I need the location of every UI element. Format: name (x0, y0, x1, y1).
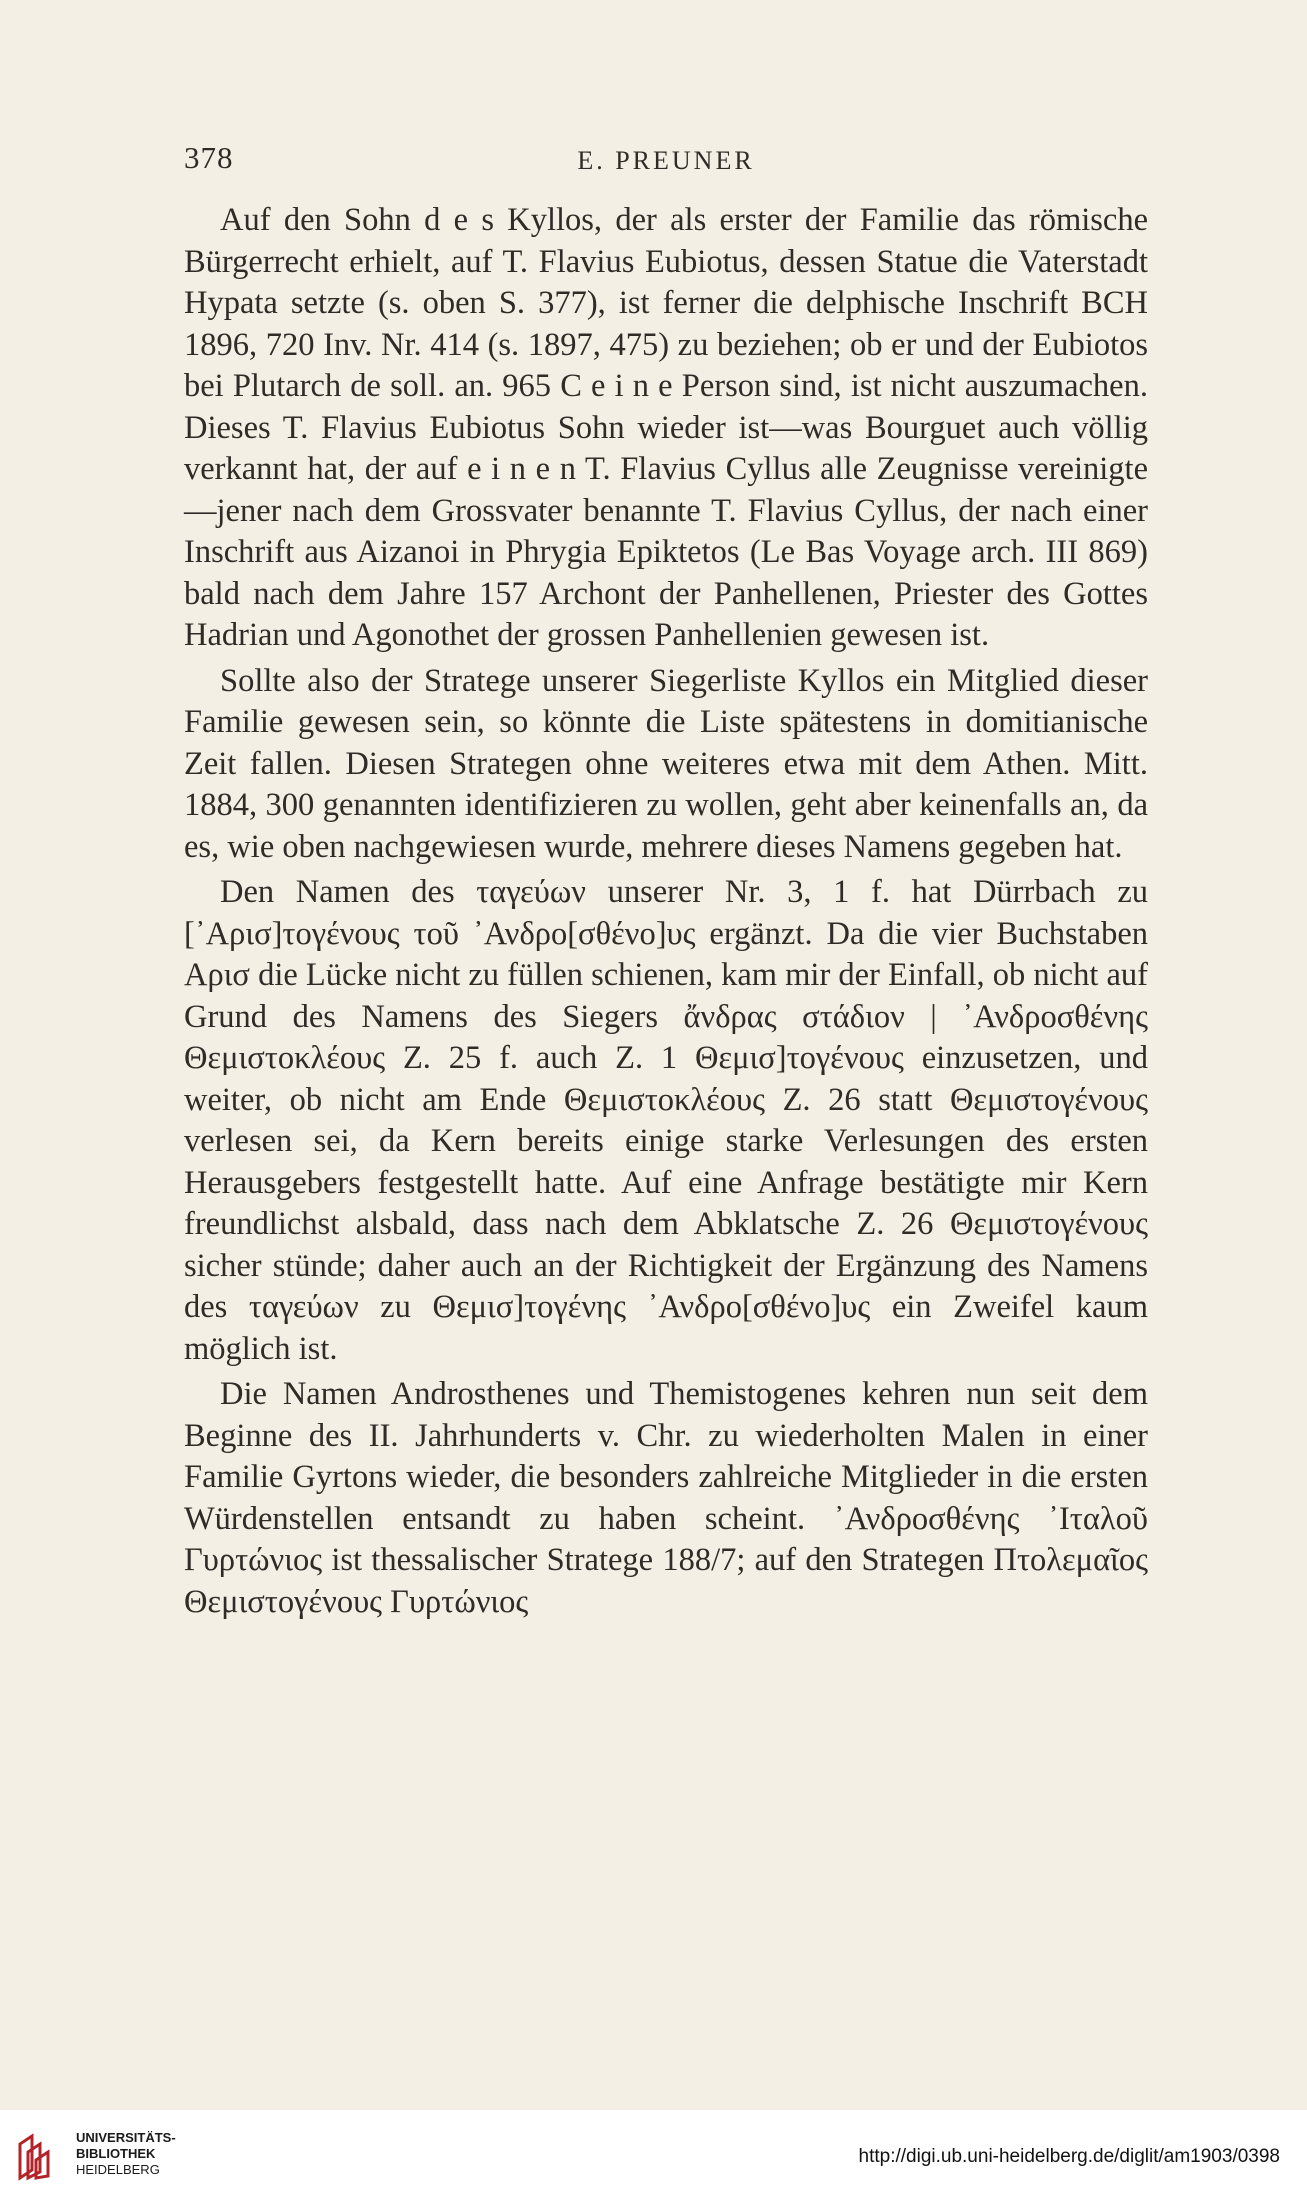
library-name-line-3: HEIDELBERG (76, 2162, 160, 2177)
library-name-line-2: BIBLIOTHEK (76, 2146, 156, 2161)
paragraph-3: Den Namen des ταγεύων unserer Nr. 3, 1 f. hat Dürrbach zu [᾿Αρισ]τογένους τοῦ ᾿Ανδρο[σθένο]υς ergänzt. Da die vier Buchstaben Αρισ die Lücke nicht zu füllen schienen, kam mir der Einfall, ob nicht auf Grund des Namens des Siegers ἄνδρας στάδιον | ᾿Ανδροσθένης Θεμιστοκλέους Z. 25 f. auch Z. 1 Θεμισ]τογένους einzusetzen, und weiter, ob nicht am Ende Θεμιστοκλέους Z. 26 statt Θεμιστογένους verlesen sei, da Kern bereits einige starke Verlesungen des ersten Herausgebers festgestellt hatte. Auf eine Anfrage bestätigte mir Kern freundlichst alsbald, dass nach dem Abklatsche Z. 26 Θεμιστογένους sicher stünde; daher auch an der Richtigkeit der Ergänzung des Namens des ταγεύων zu Θεμισ]τογένης ᾿Ανδρο[σθένο]υς ein Zweifel kaum möglich ist. (184, 874, 1148, 1367)
source-url-link[interactable]: http://digi.ub.uni-heidelberg.de/diglit/am1903/0398 (858, 2146, 1280, 2167)
paragraph-2: Sollte also der Stratege unserer Siegerliste Kyllos ein Mitglied dieser Familie gewesen sein, so könnte die Liste spätestens in domitianische Zeit fallen. Diesen Strategen ohne weiteres etwa mit dem Athen. Mitt. 1884, 300 genannten identifizieren zu wollen, geht aber keinenfalls an, da es, wie oben nachgewiesen wurde, mehrere dieses Namens gegeben hat. (184, 662, 1148, 865)
body-text (184, 200, 1148, 1623)
viewer-footer (0, 2110, 1307, 2204)
paragraph-4: Die Namen Androsthenes und Themistogenes kehren nun seit dem Beginne des II. Jahrhunderts v. Chr. zu wiederholten Malen in einer Familie Gyrtons wieder, die besonders zahlreiche Mitglieder in die ersten Würdenstellen entsandt zu haben scheint. ᾿Ανδροσθένης ᾿Ιταλοῦ Γυρτώνιος ist thessalischer Stratege 188/7; auf den Strategen Πτολεμαῖος Θεμιστογένους Γυρτώνιος (184, 1376, 1148, 1620)
library-logo-icon (14, 2132, 54, 2182)
page-header (184, 140, 1148, 180)
paragraph-1: Auf den Sohn d e s Kyllos, der als erster der Familie das römische Bürgerrecht erhielt, auf T. Flavius Eubiotus, dessen Statue die Vaterstadt Hypata setzte (s. oben S. 377), ist ferner die delphische Inschrift BCH 1896, 720 Inv. Nr. 414 (s. 1897, 475) zu beziehen; ob er und der Eubiotos bei Plutarch de soll. an. 965 C e i n e Person sind, ist nicht auszumachen. Dieses T. Flavius Eubiotus Sohn wieder ist—was Bourguet auch völlig verkannt hat, der auf e i n e n T. Flavius Cyllus alle Zeugnisse vereinigte—jener nach dem Grossvater benannte T. Flavius Cyllus, der nach einer Inschrift aus Aizanoi in Phrygia Epiktetos (Le Bas Voyage arch. III 869) bald nach dem Jahre 157 Archont der Panhellenen, Priester des Gottes Hadrian und Agonothet der grossen Panhellenien gewesen ist. (184, 202, 1148, 653)
library-name (76, 2130, 176, 2178)
running-head: E. PREUNER (577, 146, 755, 175)
library-name-line-1: UNIVERSITÄTS- (76, 2130, 176, 2145)
page-number: 378 (184, 140, 234, 175)
